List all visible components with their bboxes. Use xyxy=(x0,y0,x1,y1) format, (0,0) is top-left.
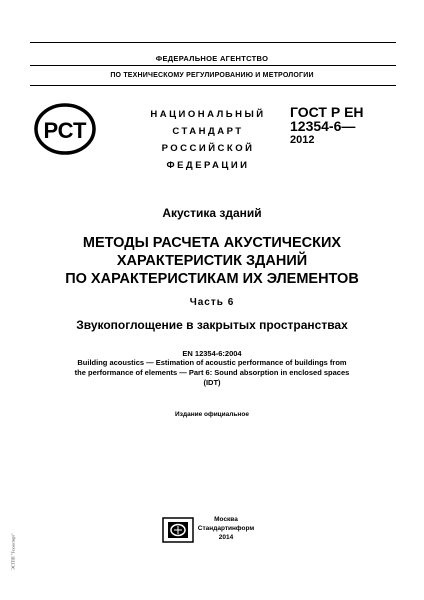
gost-year: 2012 xyxy=(290,134,315,146)
edition-note: Издание официальное xyxy=(175,411,249,418)
committee-name: ПО ТЕХНИЧЕСКОМУ РЕГУЛИРОВАНИЮ И МЕТРОЛОГИИ xyxy=(110,72,314,79)
standard-type-line: НАЦИОНАЛЬНЫЙ xyxy=(150,109,266,120)
en-standard-code: EN 12354-6:2004 xyxy=(182,349,242,358)
agency-name: ФЕДЕРАЛЬНОЕ АГЕНТСТВО xyxy=(155,54,269,63)
topic-heading: Акустика зданий xyxy=(162,206,262,220)
part-number: Часть 6 xyxy=(189,297,235,308)
rst-logo xyxy=(34,103,96,155)
header-bottom-rule xyxy=(30,85,396,86)
main-title-line: ПО ХАРАКТЕРИСТИКАМ ИХ ЭЛЕМЕНТОВ xyxy=(65,271,359,287)
standartinform-logo-icon xyxy=(160,515,196,545)
publisher-name: Стандартинформ xyxy=(197,525,255,532)
en-title-line: Building acoustics — Estimation of acoustic performance of buildings from xyxy=(77,358,347,367)
gost-code-line: 12354-6— xyxy=(290,118,356,134)
part-subtitle: Звукопоглощение в закрытых пространствах xyxy=(76,318,348,332)
main-title xyxy=(0,234,424,288)
top-rule xyxy=(30,42,396,43)
publisher-block xyxy=(196,515,256,542)
standard-type-line: РОССИЙСКОЙ xyxy=(161,143,255,154)
national-standard-label xyxy=(138,106,278,174)
side-watermark-label: ЭСТПП "Техэксперт" xyxy=(10,533,16,570)
publisher-city: Москва xyxy=(214,516,238,523)
gost-code-line: ГОСТ Р ЕН xyxy=(290,104,364,120)
en-title-line: the performance of elements — Part 6: Sound absorption in enclosed spaces xyxy=(74,368,350,377)
main-title-line: ХАРАКТЕРИСТИК ЗДАНИЙ xyxy=(116,253,308,269)
divider-rule xyxy=(30,65,396,66)
en-title-line: (IDT) xyxy=(203,378,221,387)
gost-designation xyxy=(290,105,400,148)
en-standard-title xyxy=(0,358,424,388)
main-title-line: МЕТОДЫ РАСЧЕТА АКУСТИЧЕСКИХ xyxy=(82,235,342,251)
rst-logo-text: РСТ xyxy=(43,118,87,143)
publisher-year: 2014 xyxy=(218,534,234,541)
standard-type-line: ФЕДЕРАЦИИ xyxy=(166,160,250,171)
standard-type-line: СТАНДАРТ xyxy=(172,126,244,137)
